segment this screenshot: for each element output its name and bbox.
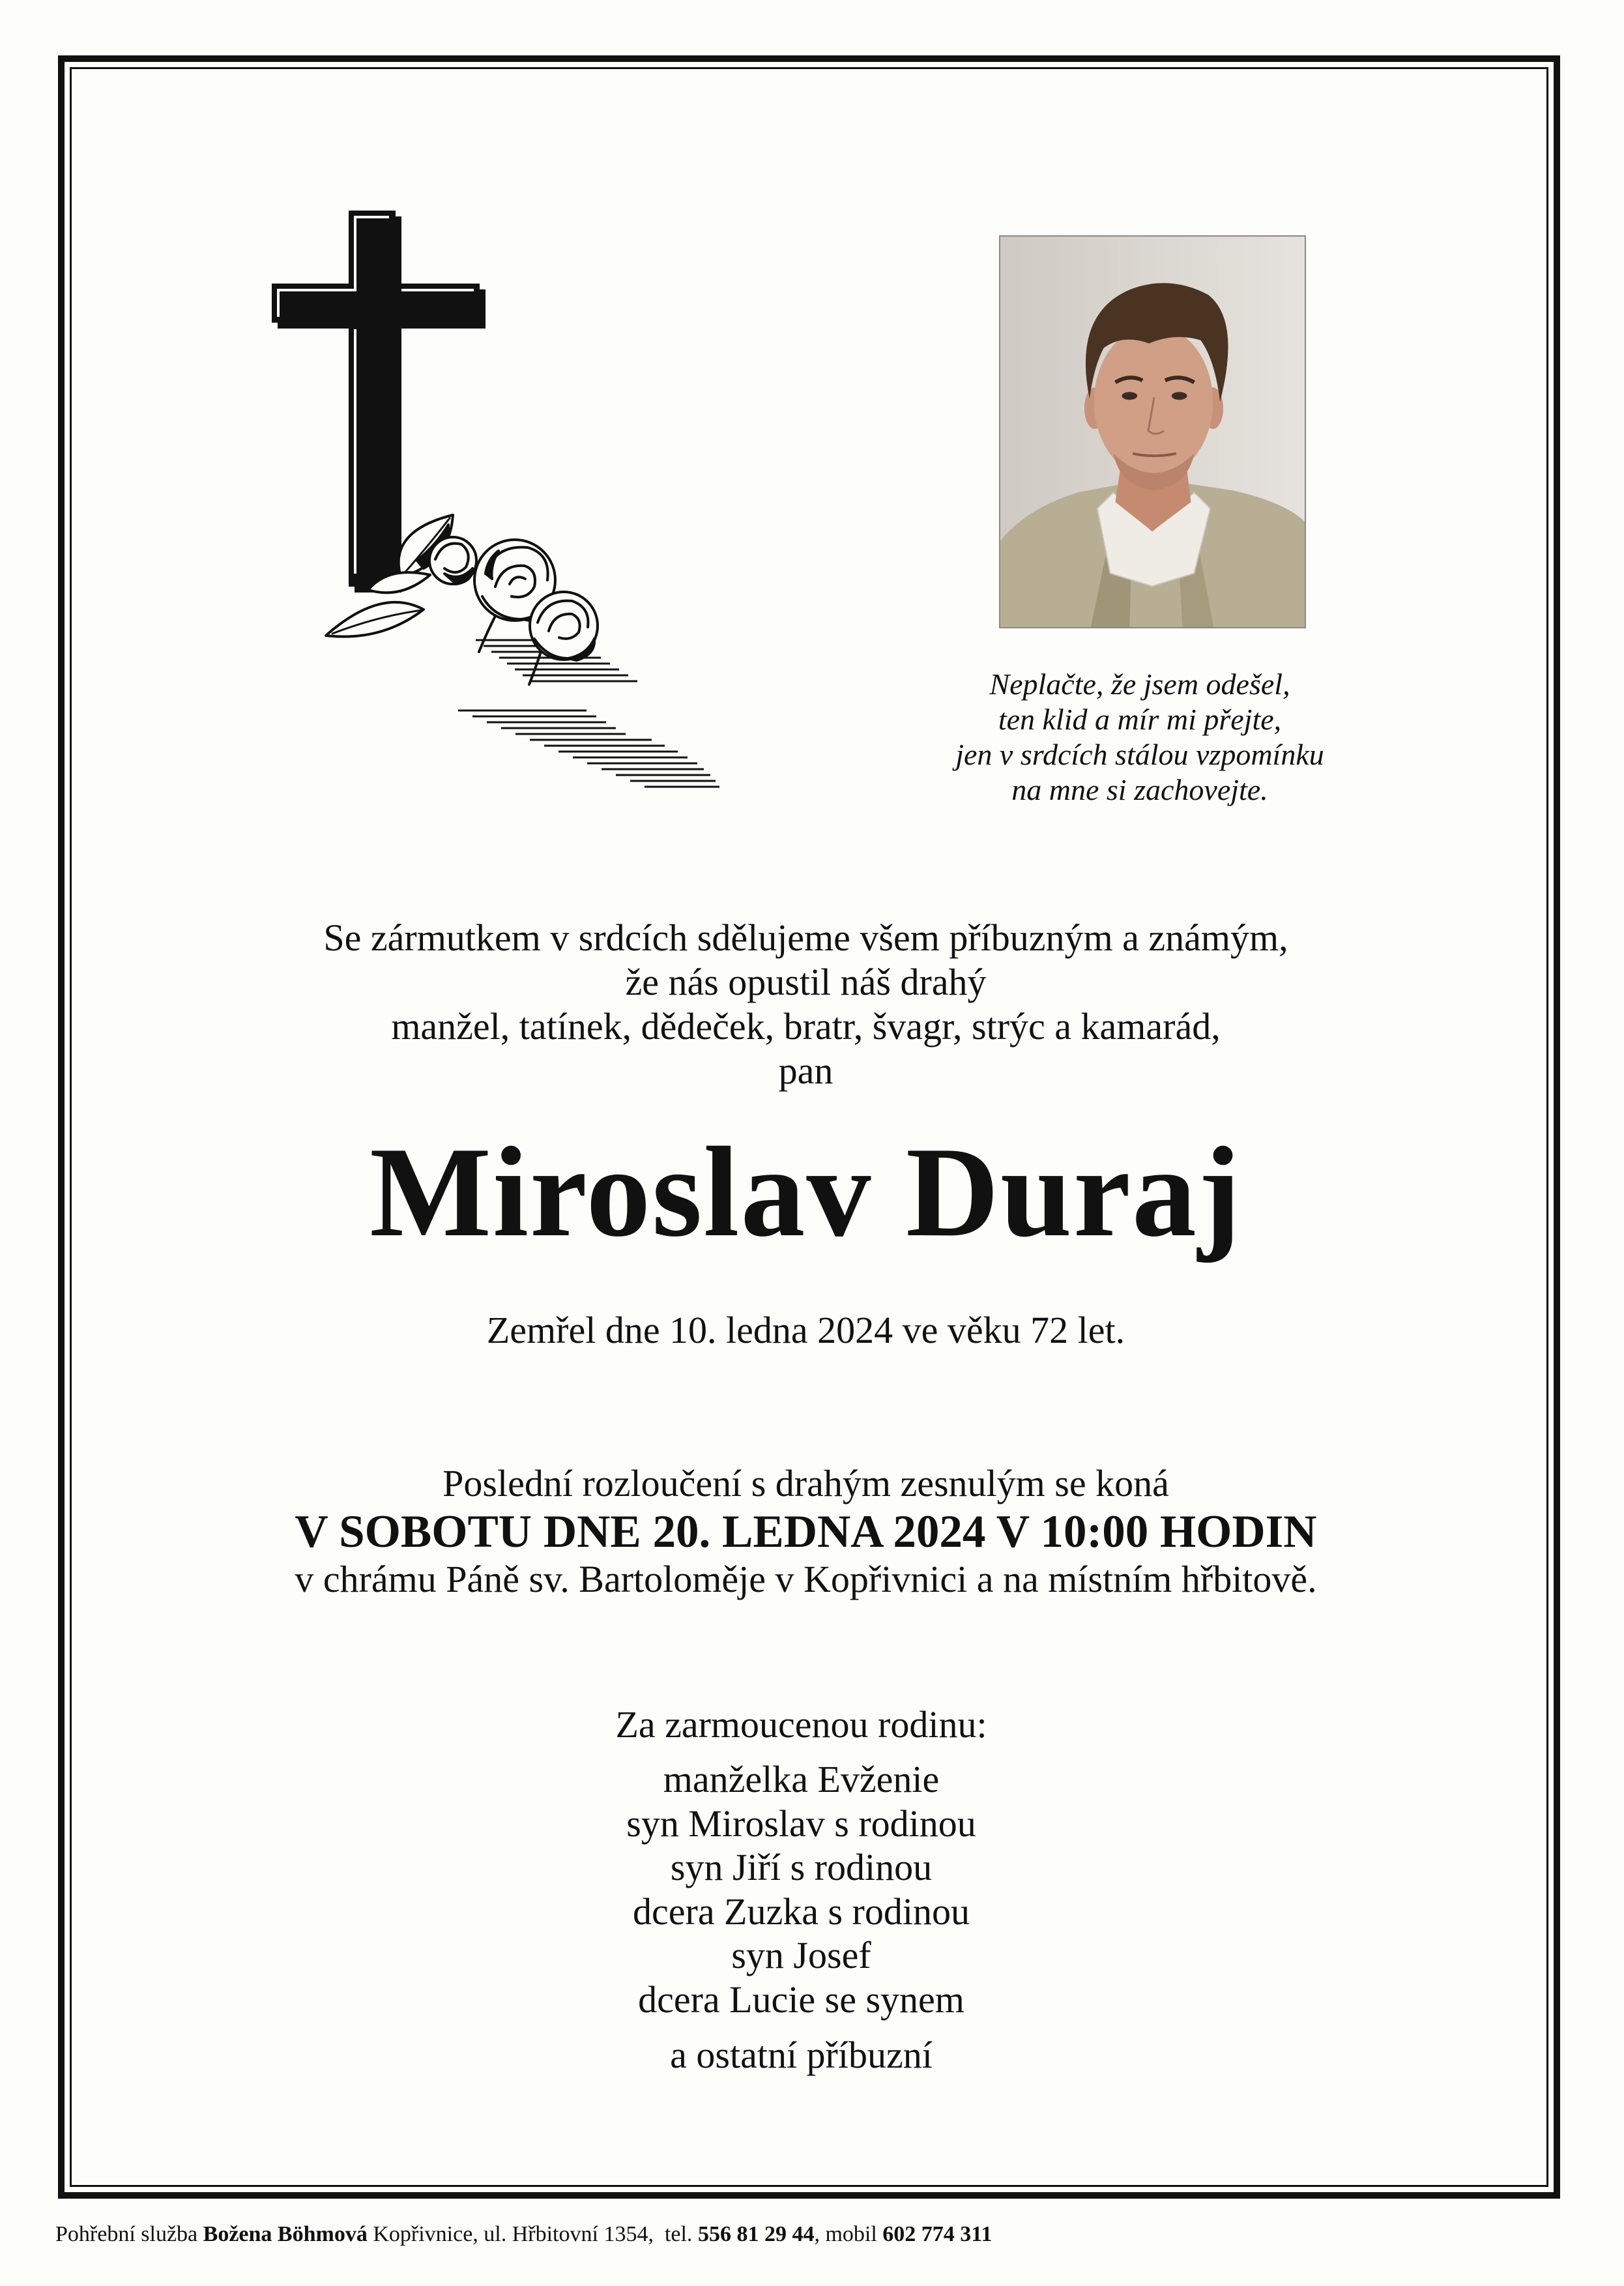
memorial-poem [944,667,1335,808]
cross-icon [272,211,486,593]
family-member: syn Josef [731,1934,871,1976]
ground-lines [458,640,719,787]
footer-address: Kopřivnice, ul. Hřbitovní 1354, [373,2222,654,2246]
footer-service-label: Pohřební služba [55,2222,198,2246]
eye [1122,392,1137,400]
announcement-line: pan [778,1049,834,1092]
announcement-line: manžel, tatínek, dědeček, bratr, švagr, strýc a kamarád, [391,1005,1221,1048]
death-notice: Zemřel dne 10. ledna 2024 ve věku 72 let. [486,1309,1125,1351]
announcement [55,916,1557,1093]
eye [1172,392,1187,400]
rose-bud [429,537,476,584]
footer-mobile-number: 602 774 311 [882,2222,993,2246]
poem-line: na mne si zachovejte. [1011,773,1268,806]
family-closing: a ostatní příbuzní [670,2034,933,2076]
deceased-name: Miroslav Duraj [370,1121,1242,1263]
portrait-photo [1000,237,1305,627]
family-member: manželka Evženie [663,1758,940,1800]
family-member: dcera Lucie se synem [638,1978,964,2021]
footer-tel-number: 556 81 29 44 [697,2222,815,2246]
family-members-list [50,1757,1552,2021]
ceremony-date-time: V SOBOTU DNE 20. LEDNA 2024 V 10:00 HODIN [295,1506,1317,1557]
family-member: dcera Zuzka s rodinou [633,1890,970,1933]
poem-line: Neplačte, že jsem odešel, [989,667,1290,701]
poem-line: ten klid a mír mi přejte, [998,703,1282,736]
footer-tel-label: tel. [664,2222,693,2246]
cross-with-roses-graphic [261,196,749,815]
ceremony-place: v chrámu Páně sv. Bartoloměje v Kopřivnici a na místním hřbitově. [295,1558,1317,1600]
rose-small [530,592,598,660]
announcement-line: Se zármutkem v srdcích sdělujeme všem příbuzným a známým, [323,916,1288,959]
footer-owner-name: Božena Böhmová [203,2222,368,2246]
family-member: syn Jiří s rodinou [670,1846,933,1888]
ceremony-intro: Poslední rozloučení s drahým zesnulým se koná [442,1462,1169,1504]
family-member: syn Miroslav s rodinou [626,1802,976,1845]
funeral-service-footer [55,2221,992,2248]
poem-line: jen v srdcích stálou vzpomínku [955,738,1324,771]
photo-frame [999,235,1306,628]
family-heading: Za zarmoucenou rodinu: [615,1703,987,1746]
announcement-line: že nás opustil náš drahý [625,961,987,1003]
footer-mobile-label: , mobil [814,2222,877,2246]
